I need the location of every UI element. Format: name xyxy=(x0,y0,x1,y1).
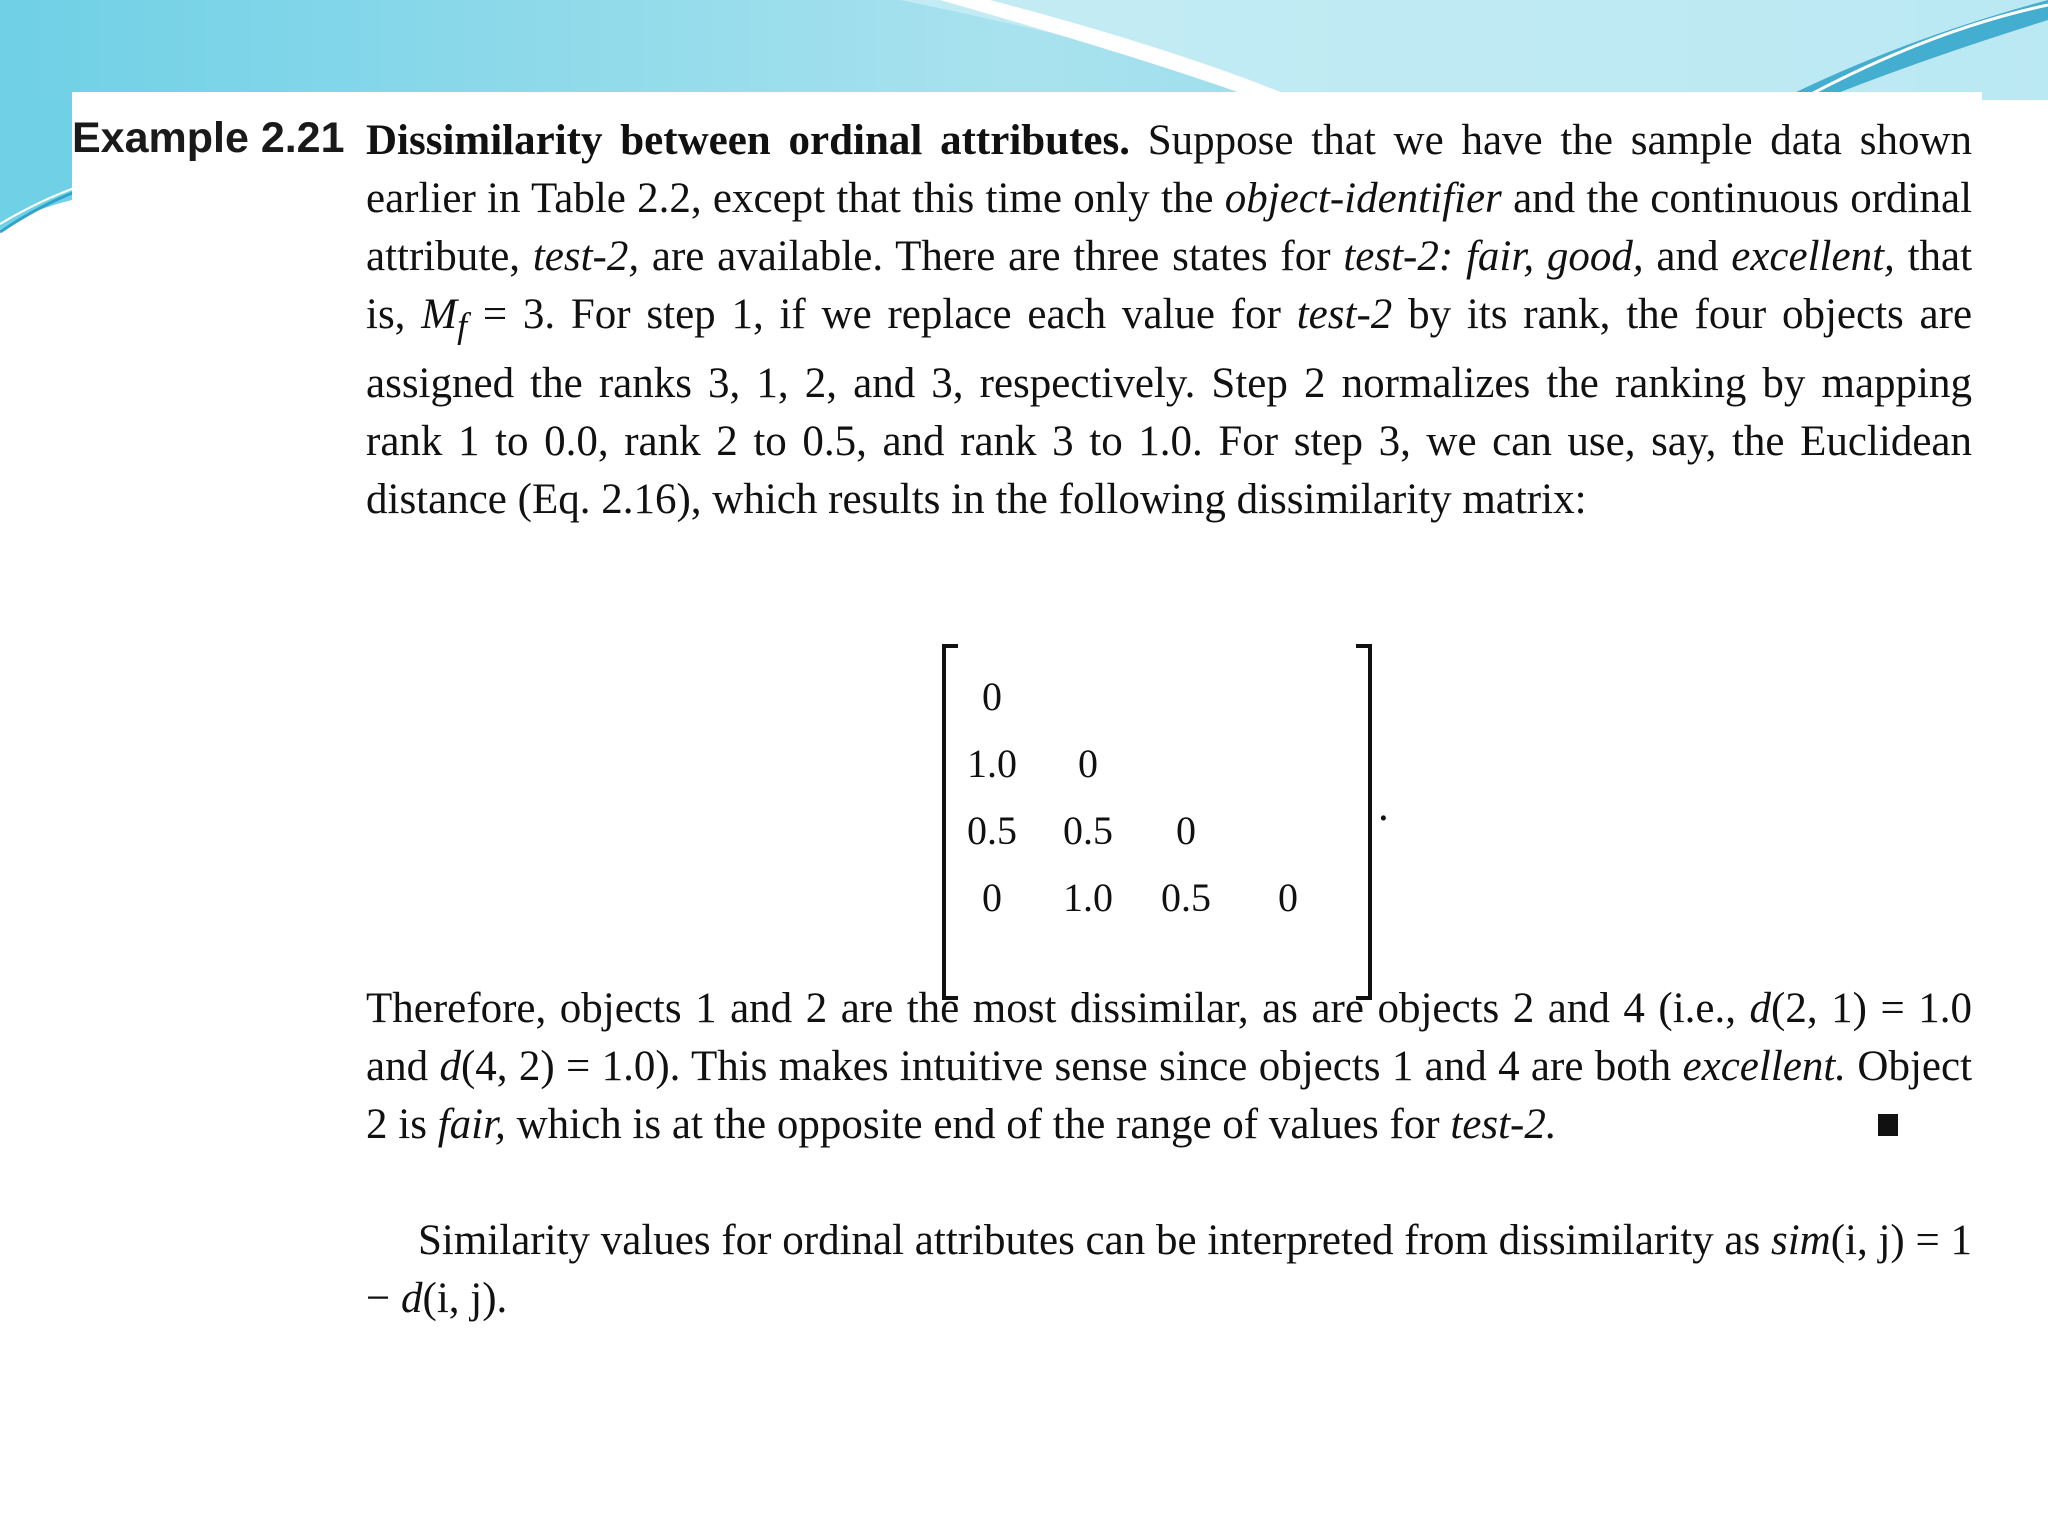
example-title: Dissimilarity between ordinal attributes. xyxy=(366,117,1130,164)
matrix-cell: 1.0 xyxy=(1063,875,1113,920)
matrix-cell: 0 xyxy=(982,674,1002,719)
matrix-right-bracket xyxy=(1356,644,1372,1000)
dissimilarity-matrix xyxy=(942,644,1412,1000)
matrix-cell: 0 xyxy=(1278,875,1298,920)
matrix-cell: 0.5 xyxy=(1063,808,1113,853)
example-label: Example 2.21 xyxy=(72,114,345,162)
similarity-formula: sim(i, j) = 1 − d(i, j). xyxy=(366,1217,1973,1322)
end-of-example-icon xyxy=(1878,1114,1898,1136)
matrix-cell: 0.5 xyxy=(967,808,1017,853)
paragraph-intro: Dissimilarity between ordinal attributes. Suppose that we have the sample data shown earlier in Table 2.2, except that this time only the object-identifier and the continuous ordinal attribute, test-2, are available. There are three states for test-2: fair, good, and excellent, that is, $M_f = 3$. For step 1, if we replace each value for test-2 by its rank, the four objects are assigned the ranks 3, 1, 2, and 3, respectively. Step 2 normalizes the ranking by mapping rank 1 to 0.0, rank 2 to 0.5, and rank 3 to 1.0. For step 3, we can use, say, the Euclidean distance (Eq. 2.16), which results in the following dissimilarity matrix: xyxy=(366,117,1973,523)
paragraph-similarity: Similarity values for ordinal attributes can be interpreted from dissimilarity as sim(i, j) = 1 − d(i, j). xyxy=(366,1217,1973,1322)
matrix-cell: 0 xyxy=(1176,808,1196,853)
mf-equation: $M_f = 3$. For step 1, if we replace each value for xyxy=(421,291,1281,346)
d42-expression: d(4, 2) = 1.0). This makes intuitive sense since objects 1 and 4 are both xyxy=(439,1043,1672,1090)
matrix-cell: 0.5 xyxy=(1161,875,1211,920)
d21-expression: d(2, 1) = 1.0 and xyxy=(366,985,1973,1090)
paragraph-conclusion: Therefore, objects 1 and 2 are the most dissimilar, as are objects 2 and 4 (i.e., d(2, 1) = 1.0 and d(4, 2) = 1.0). This makes intuitive sense since objects 1 and 4 are both excellent. Object 2 is fair, which is at the opposite end of the range of values for test-2. xyxy=(366,985,1973,1148)
matrix-cell: 0 xyxy=(1078,741,1098,786)
textbook-page xyxy=(72,92,1982,1344)
matrix-period: . xyxy=(1378,783,1389,830)
matrix-cell: 0 xyxy=(982,875,1002,920)
matrix-cell: 1.0 xyxy=(967,741,1017,786)
